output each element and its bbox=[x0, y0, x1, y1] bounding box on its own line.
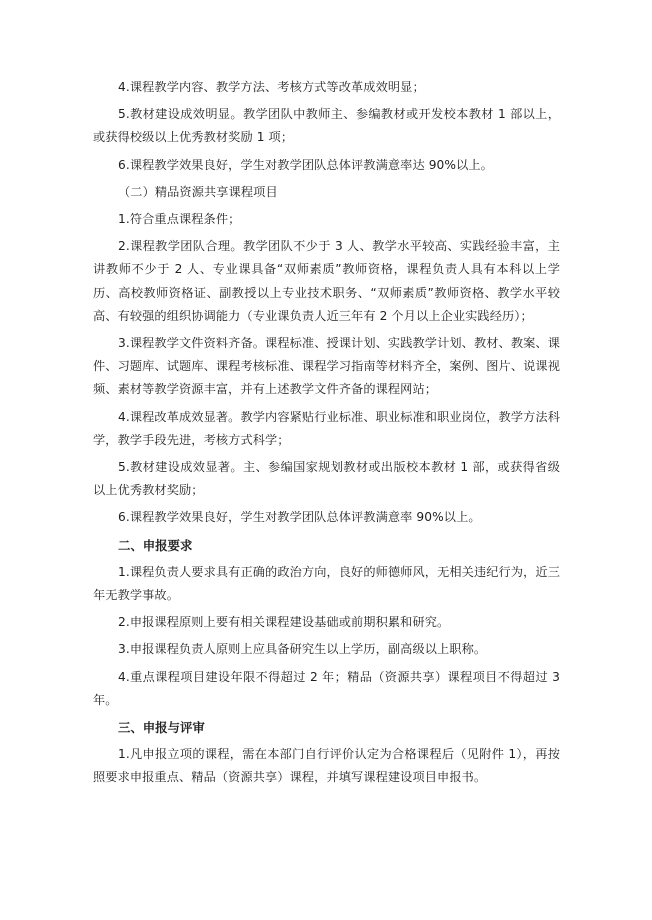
paragraph-2: 5.教材建设成效明显。教学团队中教师主、参编教材或开发校本教材 1 部以上，或获得校级以上优秀教材奖励 1 项； bbox=[93, 107, 560, 145]
paragraph-12: 1.课程负责人要求具有正确的政治方向，良好的师德师风，无相关违纪行为，近三年无教学事故。 bbox=[93, 564, 560, 603]
section-heading-requirements: 二、申报要求 bbox=[118, 537, 193, 553]
document-page bbox=[93, 76, 560, 794]
paragraph-3: 6.课程教学效果良好，学生对教学团队总体评教满意率达 90%以上。 bbox=[118, 157, 493, 172]
paragraph-5: 1.符合重点课程条件； bbox=[118, 212, 241, 227]
paragraph-17: 1.凡申报立项的课程，需在本部门自行评价认定为合格课程后（见附件 1），再按照要求申报重点、精品（资源共享）课程，并填写课程建设项目申报书。 bbox=[93, 747, 560, 785]
paragraph-9: 5.教材建设成效显著。主、参编国家规划教材或出版校本教材 1 部，或获得省级以上优秀教材奖励； bbox=[93, 460, 560, 498]
paragraph-8: 4.课程改革成效显著。教学内容紧贴行业标准、职业标准和职业岗位，教学方法科学，教学手段先进，考核方式科学； bbox=[93, 409, 560, 447]
paragraph-14: 3.申报课程负责人原则上应具备研究生以上学历，副高级以上职称。 bbox=[118, 642, 487, 657]
subsection-heading: （二）精品资源共享课程项目 bbox=[118, 184, 278, 199]
section-heading-review: 三、申报与评审 bbox=[118, 720, 205, 736]
paragraph-7: 3.课程教学文件资料齐备。课程标准、授课计划、实践教学计划、教材、教案、课件、习题库、试题库、课程考核标准、课程学习指南等材料齐全，案例、图片、说课视频、素材等教学资源丰富，并有上述教学文件齐备的课程网站； bbox=[93, 336, 560, 397]
paragraph-6: 2.课程教学团队合理。教学团队不少于 3 人、教学水平较高、实践经验丰富，主讲教师不少于 2 人、专业课具备“双师素质”教师资格，课程负责人具有本科以上学历、高校教师资格证、副教授以上专业技术职务、“双师素质”教师资格、教学水平较高、有较强的组织协调能力（专业课负责人近三年有 2 个月以上企业实践经历）； bbox=[93, 239, 560, 323]
paragraph-15: 4.重点课程项目建设年限不得超过 2 年；精品（资源共享）课程项目不得超过 3 年。 bbox=[93, 669, 560, 707]
paragraph-1: 4.课程教学内容、教学方法、考核方式等改革成效明显； bbox=[118, 80, 425, 94]
paragraph-10: 6.课程教学效果良好，学生对教学团队总体评教满意率 90%以上。 bbox=[118, 510, 481, 525]
paragraph-13: 2.申报课程原则上要有相关课程建设基础或前期积累和研究。 bbox=[118, 615, 450, 630]
